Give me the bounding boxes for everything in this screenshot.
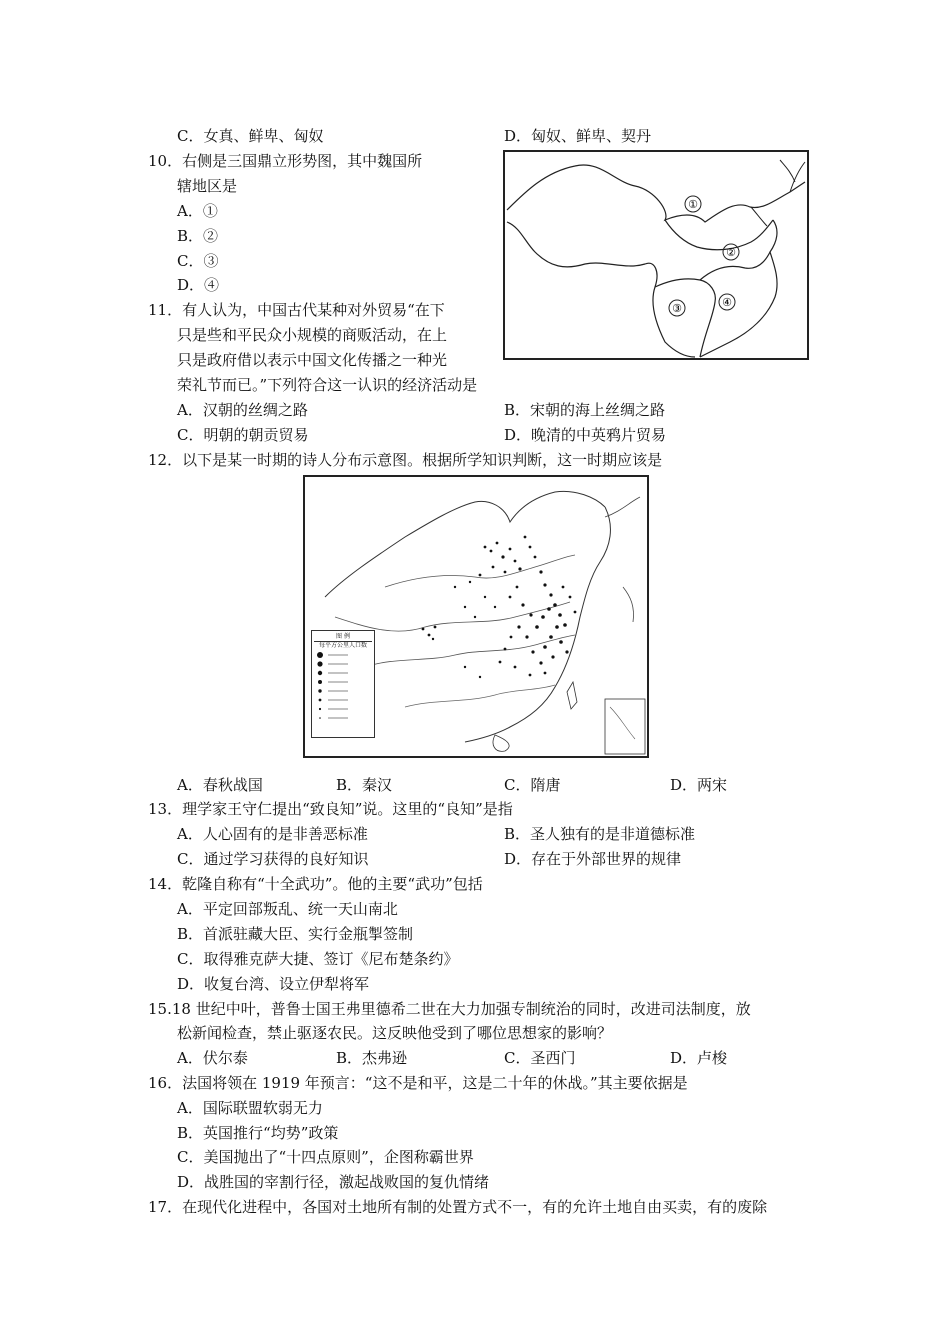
q15-option-d: D．卢梭 bbox=[670, 1049, 728, 1067]
q16-option-a: A．国际联盟软弱无力 bbox=[177, 1099, 323, 1117]
q16-option-c: C．美国抛出了“十四点原则”，企图称霸世界 bbox=[177, 1148, 474, 1166]
q15-stem-line1: 15.18 世纪中叶，普鲁士国王弗里德希二世在大力加强专制统治的同时，改进司法制度，放 bbox=[148, 1000, 751, 1018]
map-legend bbox=[311, 630, 375, 738]
q10-stem-line2: 辖地区是 bbox=[177, 177, 238, 195]
q11-stem-line4: 荣礼节而已。”下列符合这一认识的经济活动是 bbox=[177, 376, 478, 394]
q11-stem-line2: 只是些和平民众小规模的商贩活动，在上 bbox=[177, 326, 448, 344]
map-label-4: ④ bbox=[722, 296, 732, 309]
q10-option-a: A．① bbox=[177, 202, 218, 220]
q13-option-b: B．圣人独有的是非道德标准 bbox=[504, 825, 696, 843]
q15-option-a: A．伏尔泰 bbox=[177, 1049, 248, 1067]
q10-stem-line1: 10．右侧是三国鼎立形势图，其中魏国所 bbox=[148, 152, 423, 170]
q13-option-c: C．通过学习获得的良好知识 bbox=[177, 850, 369, 868]
q11-option-d: D．晚清的中英鸦片贸易 bbox=[504, 426, 667, 444]
map-label-2: ② bbox=[726, 246, 736, 259]
q12-option-c: C．隋唐 bbox=[504, 776, 561, 794]
q12-option-d: D．两宋 bbox=[670, 776, 728, 794]
q14-option-b: B．首派驻藏大臣、实行金瓶掣签制 bbox=[177, 925, 414, 943]
q13-option-d: D．存在于外部世界的规律 bbox=[504, 850, 682, 868]
map-label-1: ① bbox=[688, 198, 698, 211]
three-kingdoms-map bbox=[503, 150, 809, 360]
q15-stem-line2: 松新闻检查，禁止驱逐农民。这反映他受到了哪位思想家的影响？ bbox=[177, 1024, 613, 1042]
poet-distribution-map bbox=[303, 475, 649, 758]
q13-stem: 13．理学家王守仁提出“致良知”说。这里的“良知”是指 bbox=[148, 800, 513, 818]
q10-option-b: B．② bbox=[177, 227, 219, 245]
q14-option-a: A．平定回部叛乱、统一天山南北 bbox=[177, 900, 398, 918]
q13-option-a: A．人心固有的是非善恶标准 bbox=[177, 825, 368, 843]
q17-stem: 17．在现代化进程中，各国对土地所有制的处置方式不一，有的允许土地自由买卖，有的废除 bbox=[148, 1198, 768, 1216]
q9-option-d: D．匈奴、鲜卑、契丹 bbox=[504, 127, 652, 145]
q10-option-d: D．④ bbox=[177, 276, 220, 294]
q15-option-b: B．杰弗逊 bbox=[336, 1049, 408, 1067]
legend-symbols bbox=[314, 650, 368, 728]
q16-option-b: B．英国推行“均势”政策 bbox=[177, 1124, 339, 1142]
q15-option-c: C．圣西门 bbox=[504, 1049, 576, 1067]
legend-subtitle: 每平方公里人口数 bbox=[318, 642, 367, 649]
q16-stem: 16．法国将领在 1919 年预言：“这不是和平，这是二十年的休战。”其主要依据是 bbox=[148, 1074, 688, 1092]
q11-option-b: B．宋朝的海上丝绸之路 bbox=[504, 401, 666, 419]
q14-stem: 14．乾隆自称有“十全武功”。他的主要“武功”包括 bbox=[148, 875, 483, 893]
q9-option-c: C．女真、鲜卑、匈奴 bbox=[177, 127, 324, 145]
q14-option-d: D．收复台湾、设立伊犁将军 bbox=[177, 975, 370, 993]
legend-title: 图 例 bbox=[314, 633, 372, 642]
q12-option-b: B．秦汉 bbox=[336, 776, 393, 794]
q11-stem-line3: 只是政府借以表示中国文化传播之一种光 bbox=[177, 351, 448, 369]
q14-option-c: C．取得雅克萨大捷、签订《尼布楚条约》 bbox=[177, 950, 459, 968]
q16-option-d: D．战胜国的宰割行径，激起战败国的复仇情绪 bbox=[177, 1173, 490, 1191]
map-label-3: ③ bbox=[672, 302, 682, 315]
q12-option-a: A．春秋战国 bbox=[177, 776, 263, 794]
q11-stem-line1: 11．有人认为，中国古代某种对外贸易“在下 bbox=[148, 301, 445, 319]
q11-option-a: A．汉朝的丝绸之路 bbox=[177, 401, 308, 419]
q12-stem: 12．以下是某一时期的诗人分布示意图。根据所学知识判断，这一时期应该是 bbox=[148, 451, 663, 469]
q11-option-c: C．明朝的朝贡贸易 bbox=[177, 426, 309, 444]
q10-option-c: C．③ bbox=[177, 252, 219, 270]
